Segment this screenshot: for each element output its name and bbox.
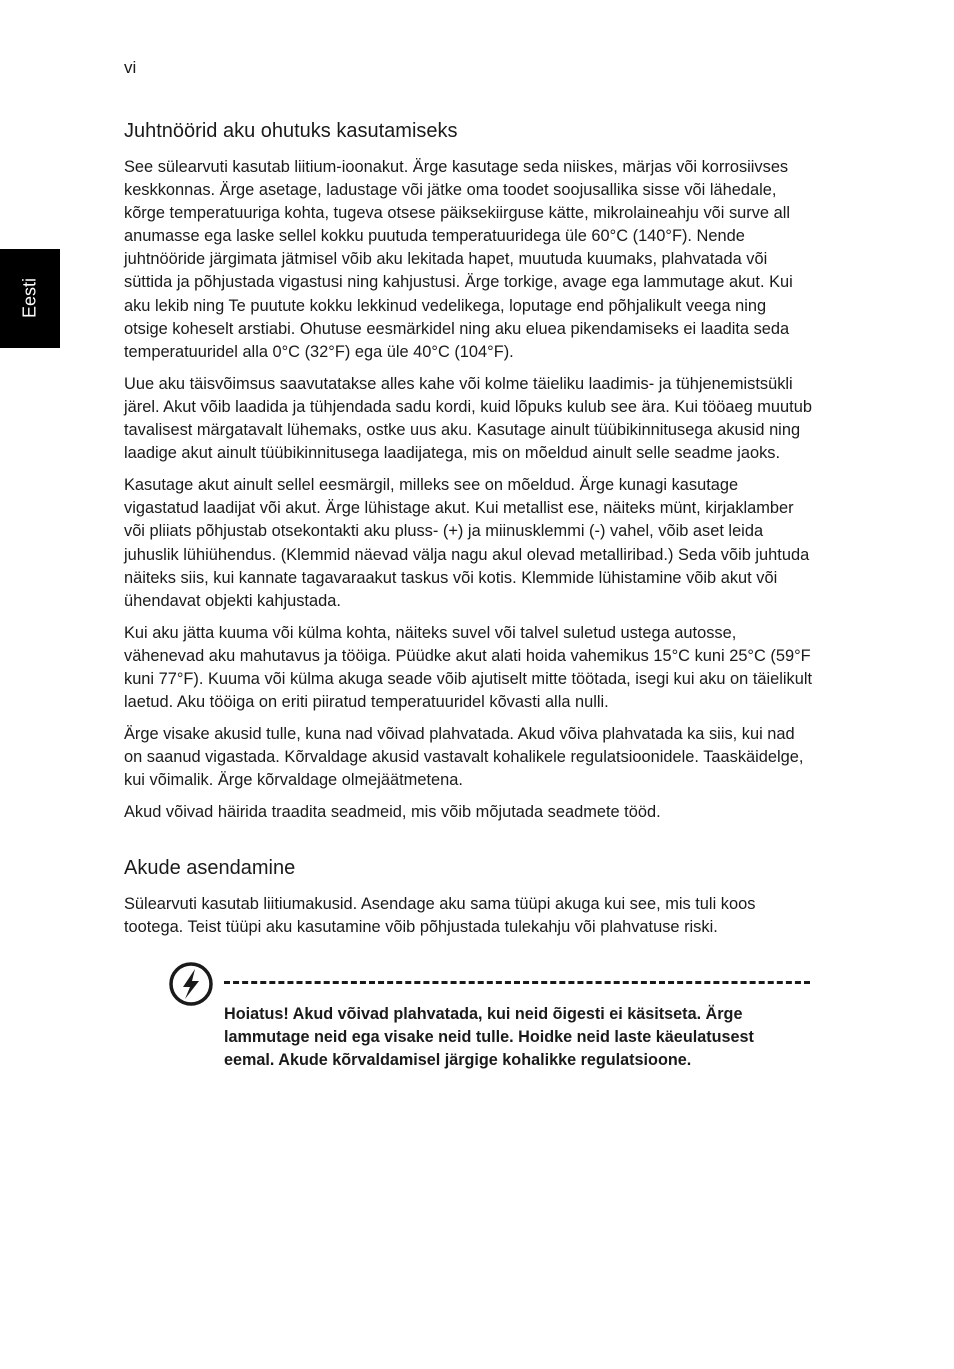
- page-number: vi: [124, 58, 137, 77]
- paragraph: See sülearvuti kasutab liitium-ioonakut. Ärge kasutage seda niiskes, märjas või korrosiivses keskkonnas. Ärge asetage, ladustage või jätke oma toodet soojusallika sisse või lähedale, kõrge temperatuuriga kohta, tugeva otsese päiksekiirguse kätte, mikrolaineahju või surve all anumasse ega laske sellel kokku puutuda temperatuuridega üle 60°C (140°F). Nende juhtnööride järgimata jätmisel võib aku lekitada hapet, muutuda kuumaks, plahvatada või süttida ja põhjustada vigastusi ning kahjustusi. Ärge torkige, avage ega lammutage akut. Kui aku lekib ning Te puutute kokku lekkinud vedelikega, loputage end põhjalikult veega ning otsige koheselt arstiabi. Ohutuse eesmärkidel ning aku eluea pikendamiseks ei laadita seda temperatuuridel alla 0°C (32°F) ega üle 40°C (104°F).: [124, 158, 793, 361]
- paragraph: Kui aku jätta kuuma või külma kohta, näiteks suvel või talvel suletud ustega autosse, vähenevad aku mahutavus ja tööiga. Püüdke akut alati hoida vahemikus 15°C kuni 25°C (59°F kuni 77°F). Kuuma või külma akuga seade võib ajutiselt mitte töötada, isegi kui aku on täielikult laetud. Aku tööiga on eriti piiratud temperatuuridel kõvasti alla nulli.: [124, 623, 813, 712]
- language-tab-label: Eesti: [19, 277, 40, 319]
- language-tab: [0, 249, 60, 348]
- paragraph: Uue aku täisvõimsus saavutatakse alles kahe või kolme täieliku laadimis- ja tühjenemistsükli järel. Akut võib laadida ja tühjendada sadu kordi, kuid lõpuks kulub see ära. Kui tööaeg muutub tavalisest märgatavalt lühemaks, ostke uus aku. Kasutage ainult tüübikinnitusega akusid ning laadige akut ainult tüübikinnitusega laadijatega, mis on mõeldud ainult selle seadme jaoks.: [124, 374, 812, 463]
- section-title-battery-replacement: Akude asendamine: [124, 856, 296, 879]
- warning-text: Hoiatus! Akud võivad plahvatada, kui neid õigesti ei käsitseta. Ärge lammutage neid ega visake neid tulle. Hoidke neid laste käeulatusest eemal. Akude kõrvaldamisel järgige kohalikke regulatsioone.: [224, 1004, 754, 1069]
- lightning-warning-icon: [168, 961, 214, 1007]
- paragraph: Kasutage akut ainult sellel eesmärgil, milleks see on mõeldud. Ärge kunagi kasutage vigastatud laadijat või akut. Ärge lühistage akut. Kui metallist ese, näiteks münt, kirjaklamber või pliiats põhjustab otsekontakti aku pluss- (+) ja miinusklemmi (-) vahel, võib aset leida juhuslik lühiühendus. (Klemmid näevad välja nagu akul olevad metalliribad.) Seda võib juhtuda näiteks siis, kui kannate tagavaraakut taskus või kotis. Klemmide lühistamine võib akut või ühendavat objekti kahjustada.: [124, 476, 810, 610]
- paragraph: Ärge visake akusid tulle, kuna nad võivad plahvatada. Akud võiva plahvatada ka siis, kui nad on saanud vigastada. Kõrvaldage akusid vastavalt kohalikele regulatsioonidele. Taaskäidelge, kui võimalik. Ärge kõrvaldage olmejäätmetena.: [124, 725, 804, 790]
- paragraph: Sülearvuti kasutab liitiumakusid. Asendage aku sama tüüpi akuga kui see, mis tuli koos tootega. Teist tüüpi aku kasutamine võib põhjustada tulekahju või plahvatuse riski.: [124, 894, 756, 936]
- section-title-battery-safety: Juhtnöörid aku ohutuks kasutamiseks: [124, 120, 458, 142]
- main-content: [124, 118, 814, 1101]
- dashed-divider: [224, 981, 810, 984]
- paragraph: Akud võivad häirida traadita seadmeid, mis võib mõjutada seadmete tööd.: [124, 803, 661, 822]
- warning-box: [124, 961, 814, 1101]
